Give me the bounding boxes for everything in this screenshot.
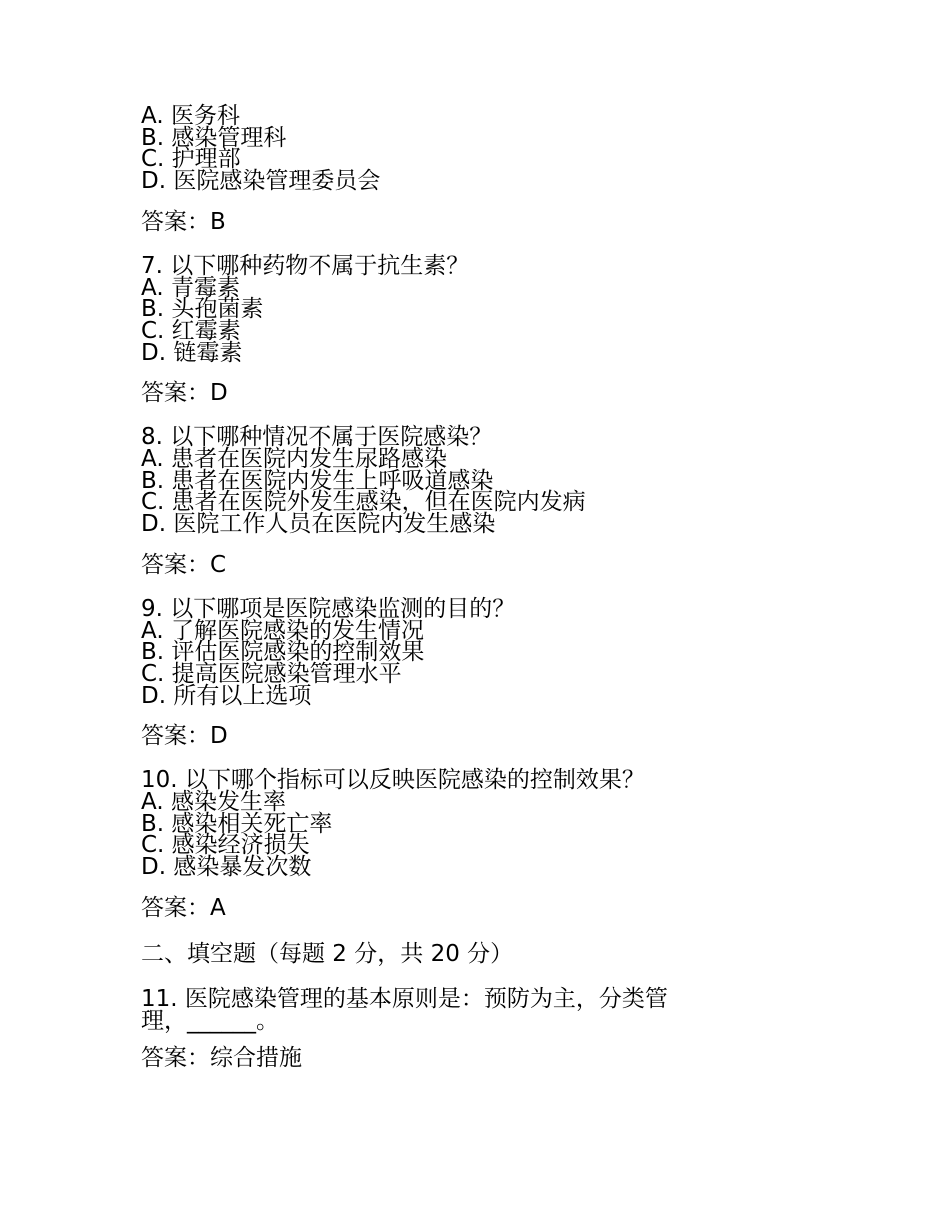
q6-answer: 答案：B: [141, 208, 226, 235]
question-8-block: [141, 424, 741, 578]
q10-question: 10. 以下哪个指标可以反映医院感染的控制效果？: [141, 767, 645, 794]
question-11-block: [141, 985, 741, 1071]
q7-option-b: B. 头孢菌素: [141, 296, 264, 323]
question-7-block: [141, 252, 741, 407]
q7-question: 7. 以下哪种药物不属于抗生素？: [141, 252, 470, 279]
q9-answer: 答案：D: [141, 723, 228, 750]
q8-option-c: C. 患者在医院外发生感染，但在医院内发病: [141, 489, 586, 516]
document-page: [141, 103, 741, 1092]
q10-option-b: B. 感染相关死亡率: [141, 810, 333, 837]
q7-answer: 答案：D: [141, 380, 228, 407]
q8-option-d: D. 医院工作人员在医院内发生感染: [141, 511, 496, 538]
q7-option-d: D. 链霉素: [141, 339, 243, 366]
question-6-block: [141, 103, 741, 235]
q8-option-b: B. 患者在医院内发生上呼吸道感染: [141, 467, 494, 494]
question-10-block: [141, 767, 741, 921]
q6-option-c: C. 护理部: [141, 146, 241, 173]
q8-answer: 答案：C: [141, 551, 227, 578]
q10-option-c: C. 感染经济损失: [141, 832, 310, 859]
q9-option-c: C. 提高医院感染管理水平: [141, 660, 402, 687]
q7-option-c: C. 红霉素: [141, 317, 241, 344]
q6-option-d: D. 医院感染管理委员会: [141, 168, 381, 195]
q9-option-a: A. 了解医院感染的发生情况: [141, 617, 424, 644]
q11-question: 11. 医院感染管理的基本原则是：预防为主，分类管理，______。: [141, 985, 668, 1034]
q9-option-d: D. 所有以上选项: [141, 682, 312, 709]
q7-option-a: A. 青霉素: [141, 274, 240, 301]
q8-option-a: A. 患者在医院内发生尿路感染: [141, 446, 447, 473]
q10-answer: 答案：A: [141, 894, 226, 921]
q6-option-a: A. 医务科: [141, 103, 240, 129]
q11-answer: 答案：综合措施: [141, 1044, 302, 1071]
q10-option-a: A. 感染发生率: [141, 789, 286, 816]
section-2-title: 二、填空题（每题 2 分，共 20 分）: [141, 940, 514, 967]
q9-question: 9. 以下哪项是医院感染监测的目的？: [141, 595, 516, 622]
q8-question: 8. 以下哪种情况不属于医院感染？: [141, 424, 493, 451]
q9-option-b: B. 评估医院感染的控制效果: [141, 639, 425, 666]
question-9-block: [141, 595, 741, 750]
q6-option-b: B. 感染管理科: [141, 124, 287, 151]
q10-option-d: D. 感染暴发次数: [141, 854, 312, 881]
